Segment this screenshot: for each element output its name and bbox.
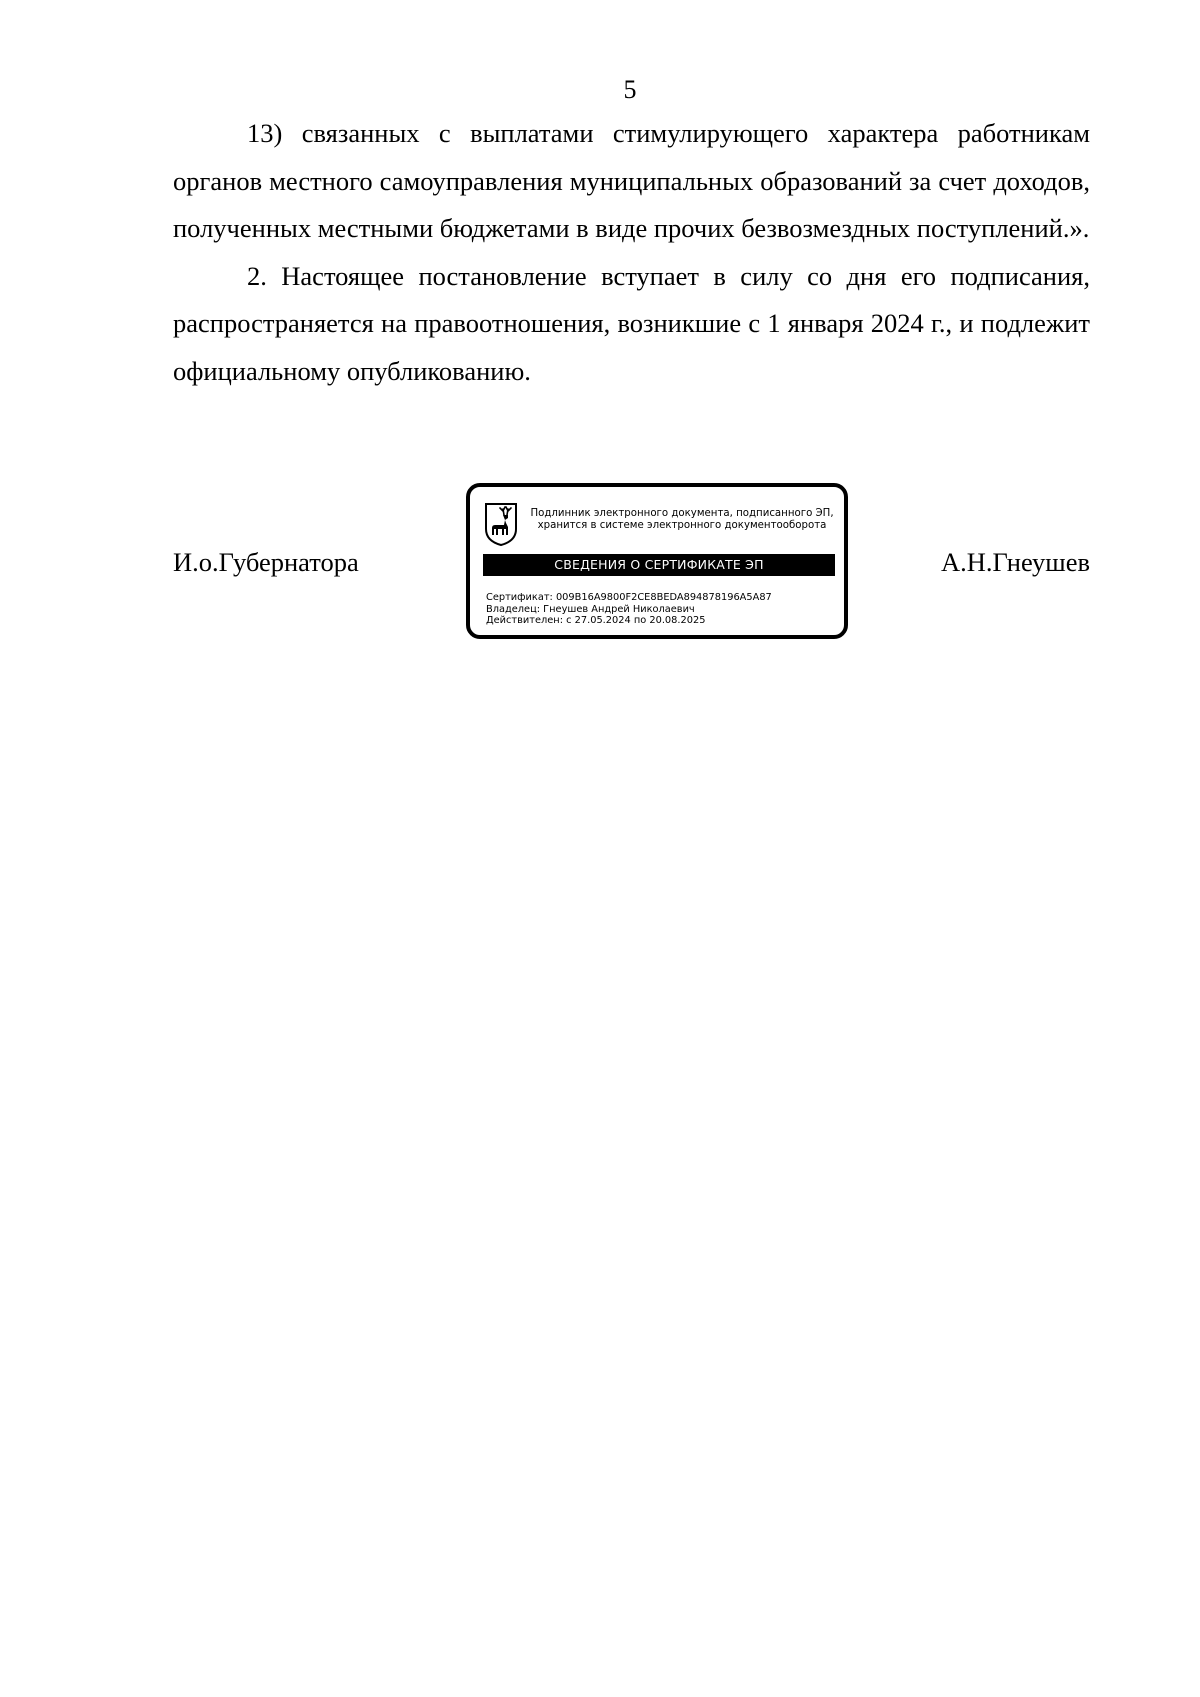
- document-body: [173, 110, 1090, 395]
- stamp-header: [522, 508, 842, 532]
- stamp-header-line-1: Подлинник электронного документа, подписанного ЭП,: [530, 508, 834, 519]
- certificate-info-bar: СВЕДЕНИЯ О СЕРТИФИКАТЕ ЭП: [483, 554, 835, 576]
- paragraph-2: 2. Настоящее постановление вступает в силу со дня его подписания, распространяется на правоотношения, возникшие с 1 января 2024 г., и подлежит официальному опубликованию.: [173, 260, 1090, 386]
- deer-coat-of-arms-icon: [483, 501, 519, 547]
- signer-title: И.о.Губернатора: [173, 547, 359, 577]
- certificate-validity: Действителен: с 27.05.2024 по 20.08.2025: [486, 615, 706, 626]
- certificate-number: Сертификат: 009B16A9800F2CE8BEDA894878196A5A87: [486, 592, 772, 603]
- certificate-details: [486, 592, 772, 627]
- paragraph-13: 13) связанных с выплатами стимулирующего характера работникам органов местного самоуправления муниципальных образований за счет доходов, полученных местными бюджетами в виде прочих безвозмездных поступлений.».: [173, 118, 1090, 243]
- signer-name: А.Н.Гнеушев: [940, 547, 1090, 577]
- electronic-signature-stamp: [466, 483, 848, 639]
- stamp-header-line-2: хранится в системе электронного документооборота: [537, 520, 827, 531]
- certificate-owner: Владелец: Гнеушев Андрей Николаевич: [486, 603, 695, 615]
- page-number: 5: [623, 75, 637, 104]
